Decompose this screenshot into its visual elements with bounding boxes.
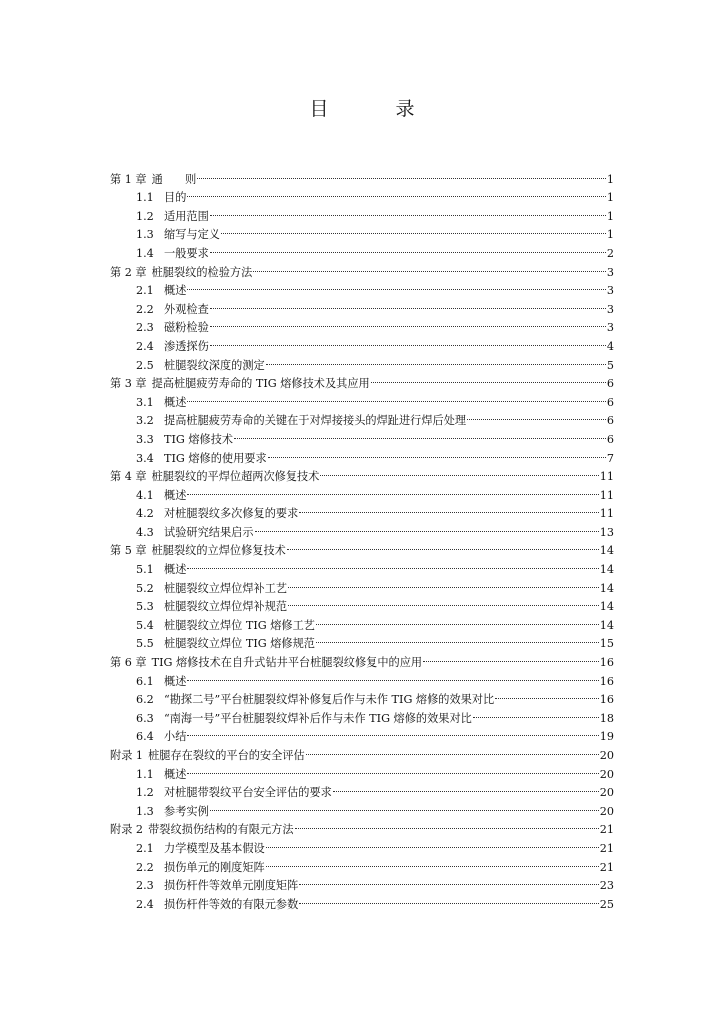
toc-entry-title: “勘探二号”平台桩腿裂纹焊补修复后作与未作 TIG 熔修的效果对比 [164, 693, 495, 707]
toc-dot-leader [255, 517, 599, 536]
toc-page-number: 6 [606, 432, 614, 446]
table-of-contents [110, 164, 614, 911]
toc-entry-number: 1.2 [136, 209, 154, 223]
toc-page-number: 7 [606, 451, 614, 465]
toc-dot-leader [253, 257, 606, 276]
toc-dot-leader [316, 629, 599, 648]
toc-dot-leader [266, 852, 599, 871]
toc-entry-number: 1.2 [136, 786, 154, 800]
toc-entry-number: 1.3 [136, 228, 154, 242]
toc-entry-number: 2.5 [136, 358, 154, 372]
toc-page-number: 1 [606, 228, 614, 242]
toc-dot-leader [266, 350, 606, 369]
toc-entry-title: 通 则 [151, 172, 197, 186]
toc-entry-title: 桩腿存在裂纹的平台的安全评估 [148, 749, 305, 762]
toc-dot-leader [210, 796, 599, 815]
toc-entry-number: 附录 1 [110, 749, 144, 762]
toc-dot-leader [371, 369, 606, 388]
toc-dot-leader [210, 313, 606, 332]
toc-dot-leader [299, 889, 598, 908]
toc-dot-leader [295, 815, 599, 834]
toc-entry-title: 目的 [164, 191, 187, 205]
toc-entry-title: “南海一号”平台桩腿裂纹焊补后作与未作 TIG 熔修的效果对比 [164, 711, 472, 725]
toc-page-number: 20 [599, 767, 614, 781]
toc-entry-title: 桩腿裂纹的立焊位修复技术 [151, 544, 286, 558]
toc-dot-leader [234, 424, 606, 443]
toc-entry-number: 2.2 [136, 860, 154, 874]
toc-page-number: 14 [599, 563, 614, 577]
toc-entry-number: 6.3 [136, 711, 154, 725]
toc-entry-title: 外观检查 [164, 302, 209, 316]
toc-dot-leader [187, 554, 598, 573]
toc-dot-leader [266, 833, 599, 852]
toc-entry-number: 3.2 [136, 414, 154, 428]
toc-page-number: 21 [599, 823, 614, 837]
toc-dot-leader [288, 573, 599, 592]
toc-dot-leader [210, 238, 606, 257]
toc-dot-leader [210, 201, 606, 220]
toc-entry-title: TIG 熔修技术在自升式钻井平台桩腿裂纹修复中的应用 [151, 656, 423, 670]
toc-page-number: 1 [606, 172, 614, 186]
toc-entry-title: 概述 [164, 395, 187, 409]
toc-entry-number: 2.4 [136, 897, 154, 911]
toc-page-number: 16 [599, 674, 614, 688]
toc-entry-title: 提高桩腿疲劳寿命的关键在于对焊接接头的焊趾进行焊后处理 [164, 414, 467, 428]
toc-entry-number: 5.5 [136, 637, 154, 651]
toc-entry-title: 损伤杆件等效单元刚度矩阵 [164, 879, 299, 893]
toc-dot-leader [299, 871, 598, 890]
toc-page-number: 1 [606, 191, 614, 205]
toc-entry-title: 磁粉检验 [164, 321, 209, 335]
toc-page-number: 14 [599, 544, 614, 558]
toc-entry-number: 1.1 [136, 767, 154, 781]
toc-page-number: 13 [599, 525, 614, 539]
toc-page-number: 23 [599, 879, 614, 893]
toc-entry-number: 5.2 [136, 581, 154, 595]
toc-entry-number: 4.1 [136, 488, 154, 502]
toc-entry-number: 5.1 [136, 563, 154, 577]
toc-dot-leader [187, 480, 598, 499]
toc-entry-number: 第 3 章 [110, 377, 147, 391]
toc-page-number: 1 [606, 209, 614, 223]
toc-entry-title: 概述 [164, 674, 187, 688]
toc-entry-title: 参考实例 [164, 804, 209, 818]
toc-dot-leader [320, 462, 598, 481]
toc-page-number: 3 [606, 284, 614, 298]
toc-page-number: 21 [599, 860, 614, 874]
toc-entry-title: 损伤单元的刚度矩阵 [164, 860, 265, 874]
toc-entry-number: 2.1 [136, 284, 154, 298]
toc-dot-leader [187, 276, 605, 295]
toc-dot-leader [210, 331, 606, 350]
toc-dot-leader [299, 499, 598, 518]
toc-entry-number: 4.3 [136, 525, 154, 539]
toc-page-number: 3 [606, 321, 614, 335]
toc-entry-title: 桩腿裂纹立焊位 TIG 熔修工艺 [164, 618, 315, 632]
toc-entry-title: 渗透探伤 [164, 339, 209, 353]
toc-entry-title: 概述 [164, 767, 187, 781]
toc-page-number: 11 [599, 507, 614, 521]
toc-entry-title: 桩腿裂纹立焊位 TIG 熔修规范 [164, 637, 315, 651]
toc-dot-leader [288, 592, 599, 611]
toc-entry-title: 对桩腿裂纹多次修复的要求 [164, 507, 299, 521]
toc-entry-title: 提高桩腿疲劳寿命的 TIG 熔修技术及其应用 [151, 377, 370, 391]
toc-dot-leader [316, 610, 599, 629]
toc-dot-leader [197, 164, 606, 183]
toc-entry-title: 桩腿裂纹深度的测定 [164, 358, 265, 372]
toc-entry-number: 2.2 [136, 302, 154, 316]
toc-dot-leader [473, 703, 599, 722]
toc-page-number: 16 [599, 693, 614, 707]
toc-entry-number: 2.1 [136, 841, 154, 855]
toc-dot-leader [495, 685, 599, 704]
toc-entry-title: TIG 熔修的使用要求 [164, 451, 267, 465]
toc-entry-title: 一般要求 [164, 246, 209, 260]
toc-entry-number: 2.3 [136, 879, 154, 893]
toc-entry-number: 6.4 [136, 730, 154, 744]
toc-page-number: 20 [599, 804, 614, 818]
toc-dot-leader [333, 778, 599, 797]
toc-entry-title: 桩腿裂纹的检验方法 [151, 265, 253, 279]
toc-page-number: 3 [606, 302, 614, 316]
toc-entry-number: 3.1 [136, 395, 154, 409]
toc-entry-title: TIG 熔修技术 [164, 432, 234, 446]
toc-dot-leader [287, 536, 599, 555]
toc-entry-number: 4.2 [136, 507, 154, 521]
toc-dot-leader [187, 183, 605, 202]
toc-chapter-entry [110, 164, 614, 186]
toc-entry-number: 附录 2 [110, 823, 144, 837]
toc-dot-leader [306, 740, 599, 759]
toc-page-number: 14 [599, 600, 614, 614]
toc-dot-leader [467, 406, 606, 425]
toc-entry-number: 第 6 章 [110, 656, 147, 670]
toc-page-number: 19 [599, 730, 614, 744]
toc-page-number: 14 [599, 581, 614, 595]
toc-page-number: 20 [599, 749, 614, 762]
toc-page-number: 4 [606, 339, 614, 353]
page-title: 目 录 [309, 98, 439, 120]
toc-entry-number: 1.1 [136, 191, 154, 205]
toc-entry-number: 3.3 [136, 432, 154, 446]
toc-page-number: 5 [606, 358, 614, 372]
toc-entry-number: 第 5 章 [110, 544, 147, 558]
toc-entry-title: 试验研究结果启示 [164, 525, 254, 539]
toc-entry-title: 概述 [164, 563, 187, 577]
toc-dot-leader [187, 387, 605, 406]
toc-page-number: 6 [606, 414, 614, 428]
toc-entry-title: 适用范围 [164, 209, 209, 223]
toc-page-number: 16 [599, 656, 614, 670]
toc-dot-leader [268, 443, 606, 462]
toc-dot-leader [221, 220, 606, 239]
toc-dot-leader [423, 647, 599, 666]
toc-entry-title: 桩腿裂纹立焊位焊补工艺 [164, 581, 288, 595]
toc-entry-number: 第 2 章 [110, 265, 147, 279]
toc-page-number: 18 [599, 711, 614, 725]
toc-entry-number: 第 4 章 [110, 470, 147, 484]
toc-page-number: 11 [599, 488, 614, 502]
toc-page-number: 6 [606, 377, 614, 391]
toc-entry-number: 5.4 [136, 618, 154, 632]
toc-entry-number: 2.3 [136, 321, 154, 335]
toc-page-number: 25 [599, 897, 614, 911]
toc-dot-leader [187, 722, 598, 741]
toc-entry-number: 1.4 [136, 246, 154, 260]
toc-entry-number: 5.3 [136, 600, 154, 614]
toc-dot-leader [187, 759, 598, 778]
toc-entry-title: 概述 [164, 488, 187, 502]
toc-page-number: 20 [599, 786, 614, 800]
toc-dot-leader [210, 294, 606, 313]
toc-page-number: 6 [606, 395, 614, 409]
toc-page-number: 14 [599, 618, 614, 632]
toc-page-number: 11 [599, 470, 614, 484]
toc-entry-number: 1.3 [136, 804, 154, 818]
toc-page-number: 3 [606, 265, 614, 279]
toc-entry-number: 6.2 [136, 693, 154, 707]
toc-entry-title: 桩腿裂纹的平焊位超两次修复技术 [151, 470, 320, 484]
toc-entry-number: 3.4 [136, 451, 154, 465]
toc-entry-number: 6.1 [136, 674, 154, 688]
toc-page-number: 2 [606, 246, 614, 260]
toc-entry-title: 力学模型及基本假设 [164, 841, 265, 855]
toc-entry-title: 缩写与定义 [164, 228, 220, 242]
toc-entry-title: 带裂纹损伤结构的有限元方法 [148, 823, 294, 837]
toc-entry-title: 概述 [164, 284, 187, 298]
toc-page-number: 15 [599, 637, 614, 651]
toc-entry-number: 第 1 章 [110, 172, 147, 186]
toc-dot-leader [187, 666, 598, 685]
toc-entry-title: 对桩腿带裂纹平台安全评估的要求 [164, 786, 332, 800]
toc-page-number: 21 [599, 841, 614, 855]
toc-entry-number: 2.4 [136, 339, 154, 353]
toc-entry-title: 桩腿裂纹立焊位焊补规范 [164, 600, 288, 614]
toc-entry-title: 损伤杆件等效的有限元参数 [164, 897, 299, 911]
toc-entry-title: 小结 [164, 730, 187, 744]
